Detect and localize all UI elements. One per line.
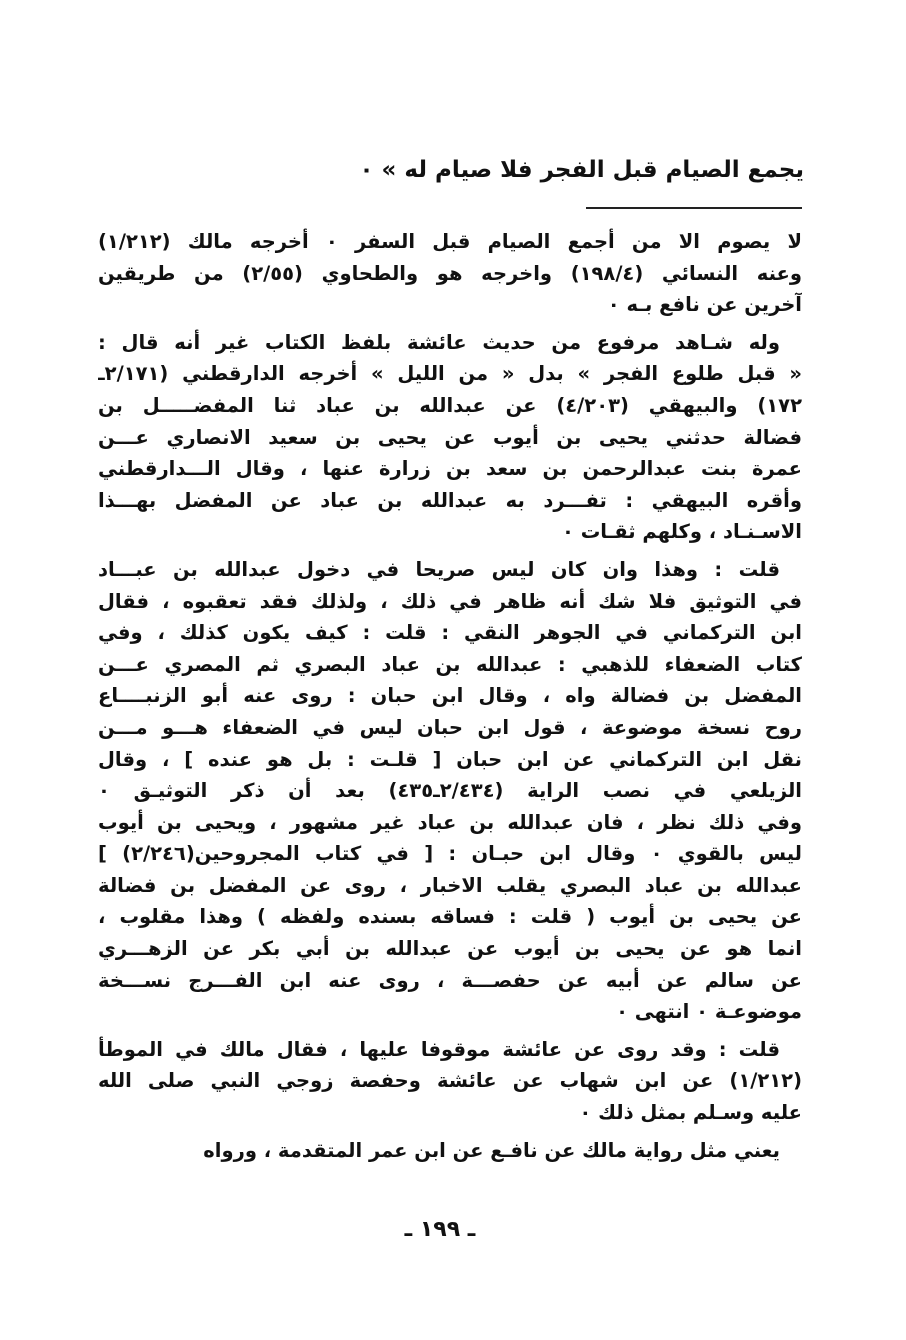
text-line: لا يصوم الا من أجمع الصيام قبل السفر ٠ أخرجه مالك (١/٢١٢): [98, 230, 802, 253]
text-line: آخرين عن نافع بـه ٠: [607, 293, 802, 317]
text-line: يعني مثل رواية مالك عن نافـع عن ابن عمر المتقدمة ، ورواه: [203, 1138, 780, 1162]
text-line: قلت : وقد روى عن عائشة موقوفا عليها ، فقال مالك في الموطأ: [98, 1037, 780, 1061]
text-line: وأقره البيهقي : تفـــرد به عبدالله بن عباد عن المفضل بهـــذا: [98, 488, 802, 512]
paragraph-qultu-2: [98, 1034, 802, 1129]
paragraph-takhrij: [98, 226, 802, 321]
footnote-separator-rule: [586, 207, 802, 209]
text-line: انما هو عن يحيى بن أيوب عن عبدالله بن أبي بكر عن الزهـــري: [98, 937, 802, 961]
paragraph-qultu-1: [98, 554, 802, 1028]
text-line: عمرة بنت عبدالرحمن بن سعد بن زرارة عنها ، وقال الـــدارقطني: [98, 457, 802, 481]
footnote-text-block: [98, 226, 802, 1166]
text-line: الزيلعي في نصب الراية (٢/٤٣٤ـ٤٣٥) بعد أن ذكر التوثيـق ٠: [98, 779, 802, 803]
text-line: (١/٢١٢) عن ابن شهاب عن عائشة وحفصة زوجي النبي صلى الله: [98, 1069, 802, 1093]
text-line: « قبل طلوع الفجر » بدل « من الليل » أخرجه الدارقطني (٢/١٧١ـ: [98, 362, 802, 386]
text-line: فضالة حدثني يحيى بن أيوب عن يحيى بن سعيد الانصاري عـــن: [98, 425, 802, 449]
text-line: وفي ذلك نظر ، فان عبدالله بن عباد غير مشهور ، ويحيى بن أيوب: [98, 810, 802, 834]
text-line: الاسـنـاد ، وكلهم ثقـات ٠: [562, 520, 802, 544]
text-line: ليس بالقوي ٠ وقال ابن حبـان : [ في كتاب المجروحين(٢/٢٤٦) ]: [98, 842, 802, 866]
text-line: روح نسخة موضوعة ، قول ابن حبان ليس في الضعفاء هـــو مـــن: [98, 715, 802, 739]
text-line: موضوعـة ٠ انتهى ٠: [616, 1000, 802, 1024]
text-line: عليه وسـلم بمثل ذلك ٠: [579, 1101, 802, 1125]
text-line: قلت : وهذا وان كان ليس صريحا في دخول عبدالله بن عبـــاد: [98, 557, 780, 581]
text-line: في التوثيق فلا شك أنه ظاهر في ذلك ، ولذلك فقد تعقبوه ، فقال: [98, 589, 802, 613]
top-line-hadith-ending: يجمع الصيام قبل الفجر فلا صيام له » ٠: [359, 157, 804, 183]
text-line: عن يحيى بن أيوب ( قلت : فساقه بسنده ولفظه ) وهذا مقلوب ،: [98, 905, 802, 929]
text-line: كتاب الضعفاء للذهبي : عبدالله بن عباد البصري ثم المصري عـــن: [98, 652, 802, 676]
text-line: ابن التركماني في الجوهر النقي : قلت : كيف يكون كذلك ، وفي: [98, 621, 802, 645]
text-line: وله شـاهد مرفوع من حديث عائشة بلفظ الكتاب غير أنه قال :: [98, 330, 780, 354]
paragraph-yani: [98, 1135, 802, 1167]
page-number: ـ ١٩٩ ـ: [404, 1217, 476, 1242]
text-line: وعنه النسائي (١٩٨/٤) واخرجه هو والطحاوي (٢/٥٥) من طريقين: [98, 261, 802, 285]
text-line: المفضل بن فضالة واه ، وقال ابن حبان : روى عنه أبو الزنبــــاع: [98, 684, 802, 708]
text-line: عبدالله بن عباد البصري يقلب الاخبار ، روى عن المفضل بن فضالة: [98, 873, 802, 897]
paragraph-shahid: [98, 327, 802, 548]
text-line: نقل ابن التركماني عن ابن حبان [ قلـت : بل هو عنده ] ، وقال: [98, 747, 802, 771]
text-line: عن سالم عن أبيه عن حفصـــة ، روى عنه ابن الفـــرج نســـخة: [98, 968, 802, 992]
text-line: ١٧٢) والبيهقي (٤/٢٠٣) عن عبدالله بن عباد ثنا المفضـــــل بن: [98, 393, 802, 417]
